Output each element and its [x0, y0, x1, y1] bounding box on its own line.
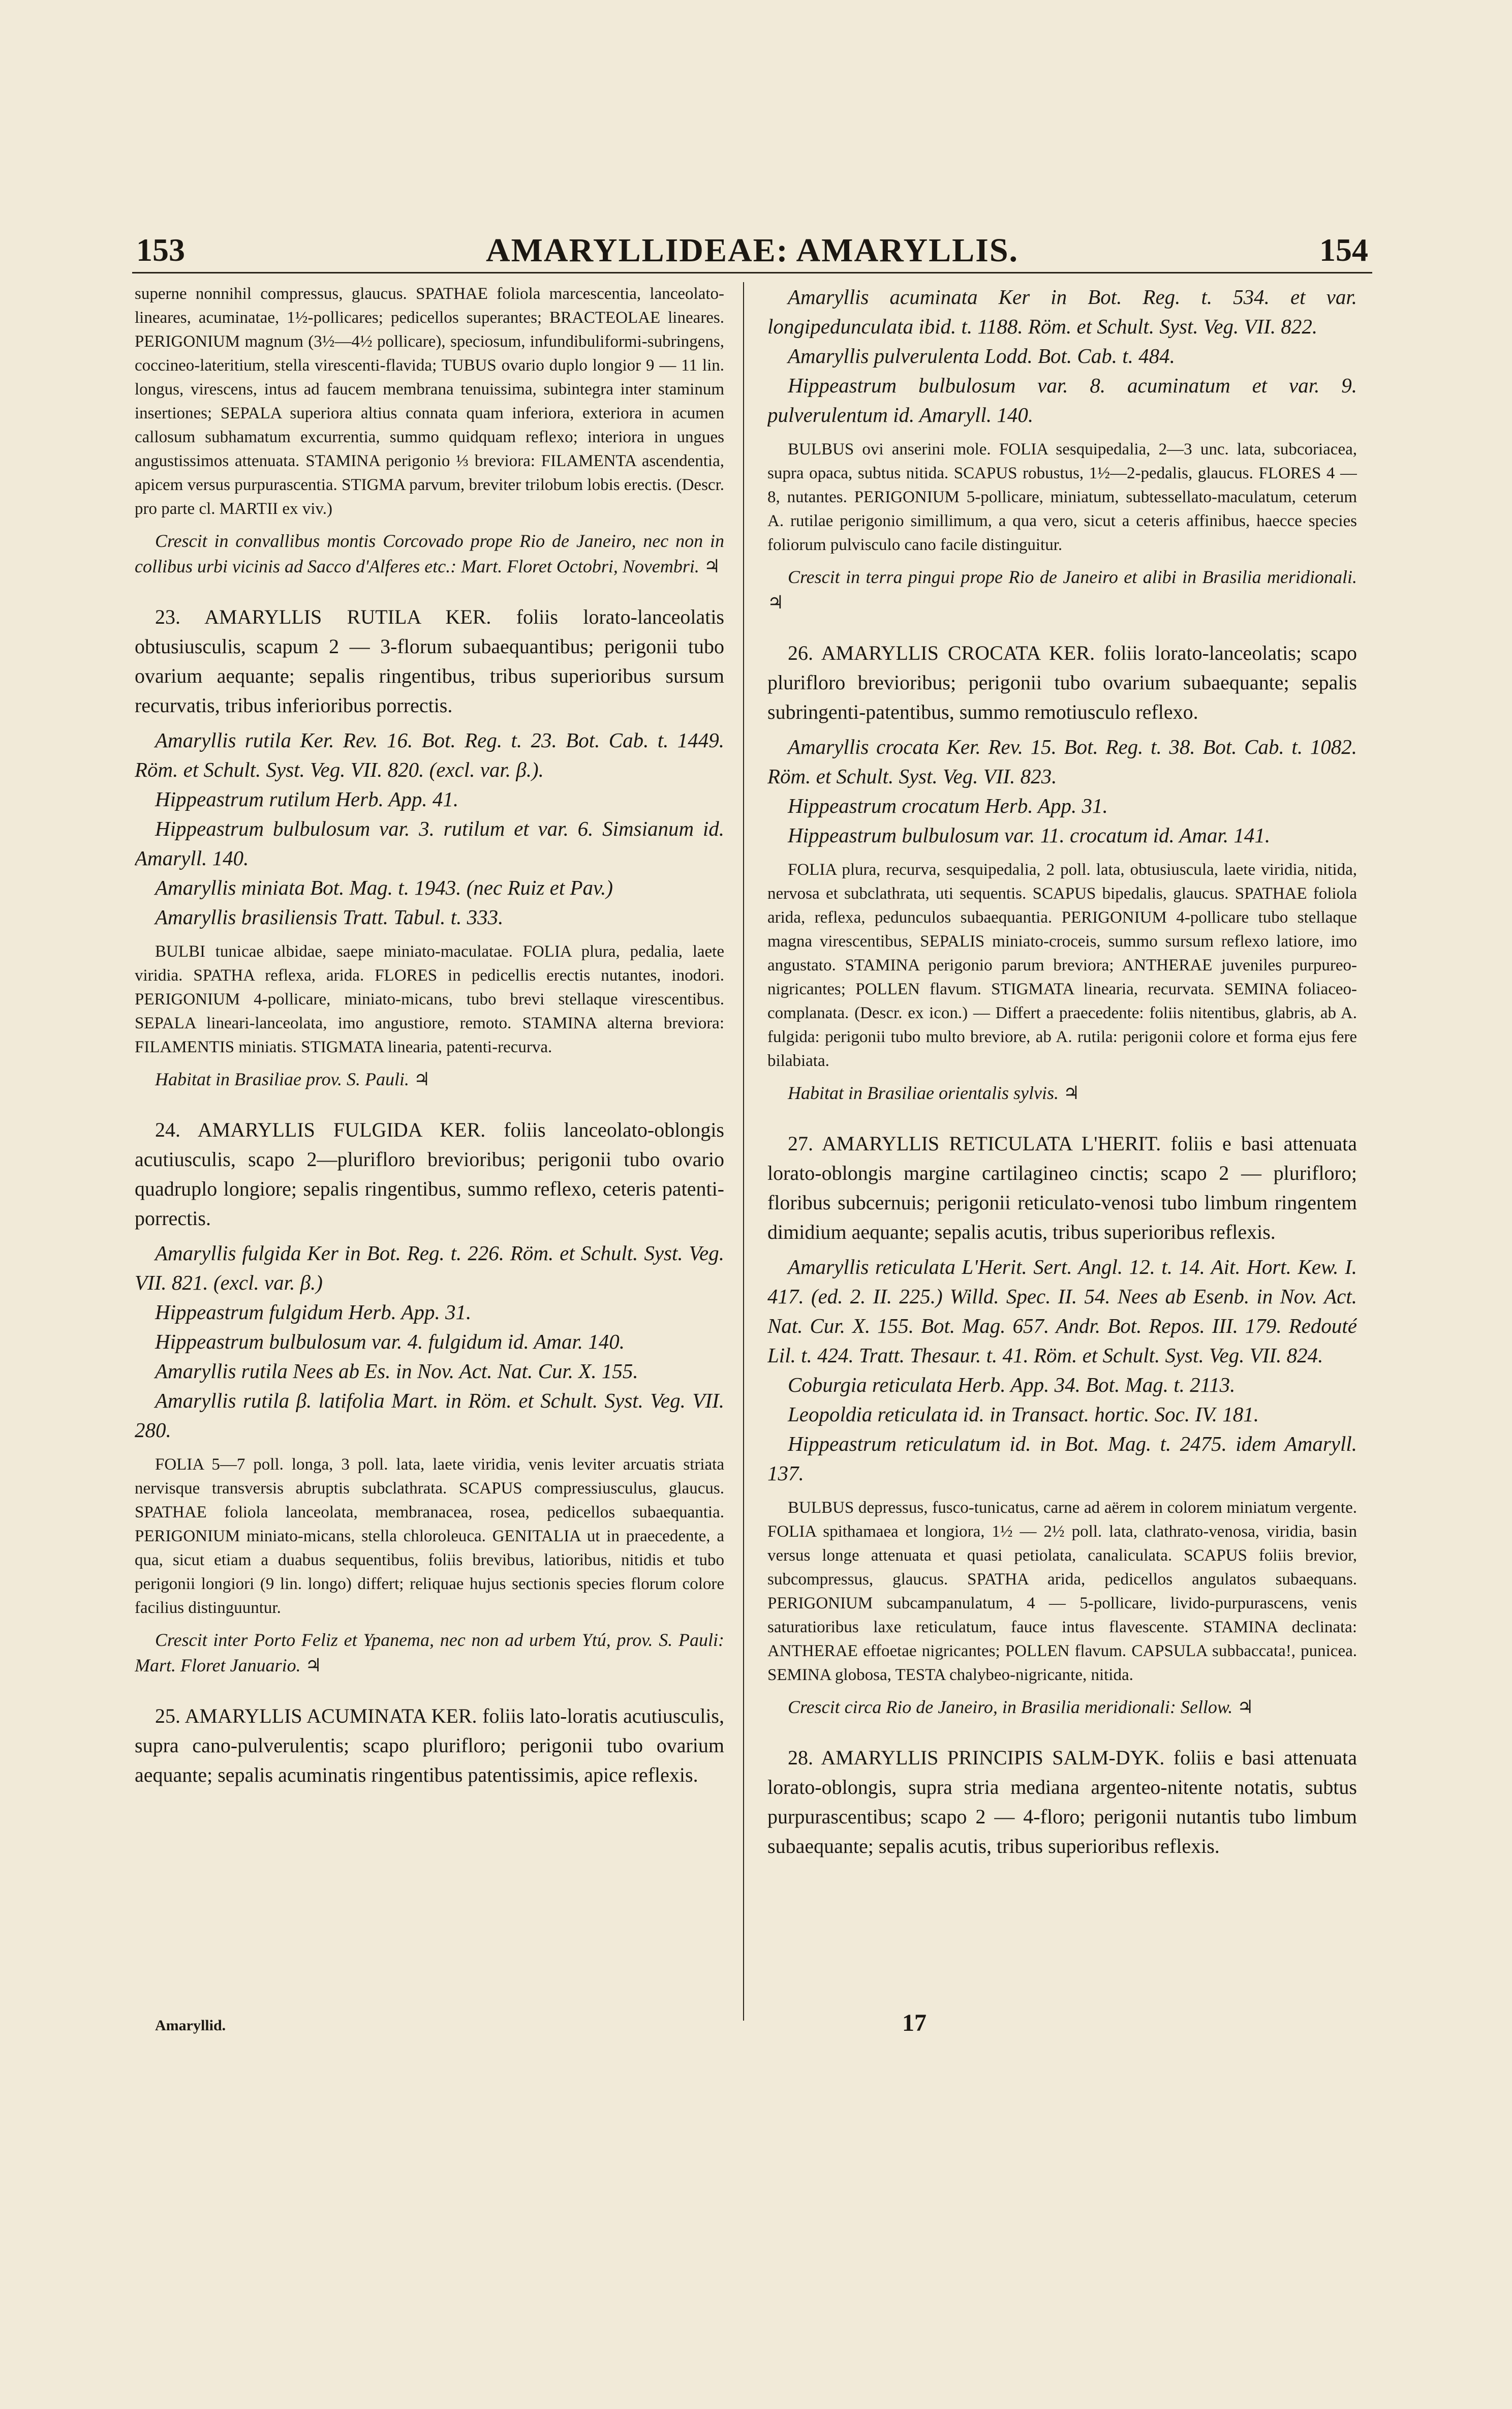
habitat-26: Habitat in Brasiliae orientalis sylvis. ♃: [788, 1083, 1080, 1103]
synonym: Hippeastrum rutilum Herb. App. 41.: [155, 787, 459, 811]
species-23-description: BULBI tunicae albidae, saepe miniato-maculatae. FOLIA plura, pedalia, laete viridia. SPATHA reflexa, arida. FLORES in pedicellis erectis nutantes, inodori. PERIGONIUM 4-pollicare, miniato-micans, tubo brevi stellaque virescentibus. SEPALA lineari-lanceolata, imo angustiore, remoto. STAMINA alterna breviora: FILAMENTIS miniatis. STIGMATA linearia, patenti-recurva.: [135, 942, 724, 1056]
synonym: Amaryllis pulverulenta Lodd. Bot. Cab. t. 484.: [788, 344, 1175, 368]
synonym: Amaryllis reticulata L'Herit. Sert. Angl. 12. t. 14. Ait. Hort. Kew. I. 417. (ed. 2. II. 225.) Willd. Spec. II. 54. Nees ab Esenb. in Nov. Act. Nat. Cur. X. 155. Bot. Mag. 657. Andr. Bot. Repos. III. 179. Redouté Lil. t. 424. Tratt. Thesaur. t. 41. Röm. et Schult. Syst. Veg. VII. 824.: [767, 1255, 1357, 1367]
habitat-27: Crescit circa Rio de Janeiro, in Brasilia meridionali: Sellow. ♃: [788, 1697, 1254, 1717]
synonym: Coburgia reticulata Herb. App. 34. Bot. Mag. t. 2113.: [788, 1373, 1236, 1396]
synonym: Amaryllis rutila Nees ab Es. in Nov. Act. Nat. Cur. X. 155.: [155, 1359, 638, 1383]
synonym: Hippeastrum bulbulosum var. 8. acuminatum et var. 9. pulverulentum id. Amaryll. 140.: [767, 374, 1357, 426]
synonym: Hippeastrum bulbulosum var. 3. rutilum et var. 6. Simsianum id. Amaryll. 140.: [135, 817, 724, 870]
synonym: Amaryllis acuminata Ker in Bot. Reg. t. 534. et var. longipedunculata ibid. t. 1188. Röm. et Schult. Syst. Veg. VII. 822.: [767, 285, 1357, 338]
species-25-diagnosis: 25. AMARYLLIS ACUMINATA KER. foliis lato-loratis acutiusculis, supra cano-pulverulentis; scapo plurifloro; perigonii tubo ovarium aequante; sepalis acuminatis ringentibus patentissimis, apice reflexis.: [135, 1704, 724, 1786]
page-header: [132, 231, 1372, 273]
synonym: Hippeastrum crocatum Herb. App. 31.: [788, 794, 1108, 817]
synonym: Amaryllis rutila Ker. Rev. 16. Bot. Reg. t. 23. Bot. Cab. t. 1449. Röm. et Schult. Syst. Veg. VII. 820. (excl. var. β.).: [135, 728, 724, 781]
column-divider: [743, 282, 744, 2021]
species-24-diagnosis: 24. AMARYLLIS FULGIDA KER. foliis lanceolato-oblongis acutiusculis, scapo 2—plurifloro brevioribus; perigonii tubo ovario quadruplo longiore; sepalis ringentibus, summo reflexo, ceteris patenti-porrectis.: [135, 1118, 724, 1230]
synonym: Amaryllis rutila β. latifolia Mart. in Röm. et Schult. Syst. Veg. VII. 280.: [135, 1389, 724, 1442]
habitat-23: Habitat in Brasiliae prov. S. Pauli. ♃: [155, 1069, 430, 1089]
signature-number: 17: [902, 2009, 927, 2036]
species-26-description: FOLIA plura, recurva, sesquipedalia, 2 poll. lata, obtusiuscula, laete viridia, nitida, nervosa et subclathrata, uti sequentis. SCAPUS bipedalis, glaucus. SPATHAE foliola arida, reflexa, pedunculos subaequantia. PERIGONIUM 4-pollicare tubo stellaque magna virescentibus, SEPALIS miniato-croceis, summo sursum reflexo latiore, imo angustato. STAMINA perigonio parum breviora; ANTHERAE juveniles purpureo-nigricantes; POLLEN flavum. STIGMATA linearia, recurvata. SEMINA foliaceo-complanata. (Descr. ex icon.) — Differt a praecedente: foliis nitentibus, glabris, ab A. fulgida: perigonii tubo multo breviore, ab A. rutila: perigonii colore et forma ejus fere bilabiata.: [767, 861, 1357, 1070]
continued-description: superne nonnihil compressus, glaucus. SPATHAE foliola marcescentia, lanceolato-lineares, acuminatae, 1½-pollicares; pedicellos superantes; BRACTEOLAE lineares. PERIGONIUM magnum (3½—4½ pollicare), speciosum, infundibuliformi-subringens, coccineo-lateritium, stella virescenti-flavida; TUBUS ovario duplo longior 9 — 11 lin. longus, virescens, intus ad faucem membrana tenuissima, subintegra inter staminum insertiones; SEPALA superiora altius connata quam inferiora, exteriora in acumen callosum subhamatum excurrentia, summo quidquam reflexo; interiora in ungues angustissimos attenuata. STAMINA perigonio ⅓ breviora: FILAMENTA ascendentia, apicem versus purpurascentia. STIGMA parvum, breviter trilobum lobis erectis. (Descr. pro parte cl. MARTII ex viv.): [135, 285, 724, 518]
species-27-description: BULBUS depressus, fusco-tunicatus, carne ad aërem in colorem miniatum vergente. FOLIA spithamaea et longiora, 1½ — 2½ poll. lata, clathrato-venosa, viridia, basin versus longe attenuata et quasi petiolata, canaliculata. SCAPUS foliis brevior, subcompressus, glaucus. SPATHA arida, pedicellos angulatos subaequans. PERIGONIUM subcampanulatum, 4 — 5-pollicare, livido-purpurascens, venis saturatioribus laxe reticulatum, fauce intus flavescente. STAMINA declinata: ANTHERAE effoetae nigricantes; POLLEN flavum. CAPSULA subbaccata!, punicea. SEMINA globosa, TESTA chalybeo-nigricante, nitida.: [767, 1499, 1357, 1684]
habitat-22: Crescit in convallibus montis Corcovado prope Rio de Janeiro, nec non in collibus urbi vicinis ad Sacco d'Alferes etc.: Mart. Floret Octobri, Novembri. ♃: [135, 531, 724, 576]
species-26-diagnosis: 26. AMARYLLIS CROCATA KER. foliis lorato-lanceolatis; scapo plurifloro brevioribus; perigonii tubo ovarium subaequante; sepalis subringenti-patentibus, summo remotiusculo reflexo.: [767, 642, 1357, 723]
synonym: Amaryllis crocata Ker. Rev. 15. Bot. Reg. t. 38. Bot. Cab. t. 1082. Röm. et Schult. Syst. Veg. VII. 823.: [767, 735, 1357, 788]
species-25-description: BULBUS ovi anserini mole. FOLIA sesquipedalia, 2—3 unc. lata, subcoriacea, supra opaca, subtus nitida. SCAPUS robustus, 1½—2-pedalis, glaucus. FLORES 4 — 8, nutantes. PERIGONIUM 5-pollicare, miniatum, subtessellato-maculatum, ceterum A. rutilae perigonio simillimum, a qua vero, sicut a ceteris affinibus, haecce species foliorum pulvisculo cano facile distinguitur.: [767, 440, 1357, 554]
species-27-diagnosis: 27. AMARYLLIS RETICULATA L'HERIT. foliis e basi attenuata lorato-oblongis margine cartilagineo cinctis; scapo 2 — plurifloro; floribus subcernuis; perigonii reticulato-venosi tubo limbum ringentem dimidium aequante; sepalis acutis, tribus superioribus reflexis.: [767, 1132, 1357, 1243]
synonym: Hippeastrum bulbulosum var. 11. crocatum id. Amar. 141.: [788, 824, 1271, 847]
right-column: [767, 282, 1357, 2046]
signature-mark: Amaryllid.: [155, 2017, 226, 2034]
page-number-left: 153: [136, 232, 185, 268]
left-column: [135, 282, 724, 2046]
synonym: Leopoldia reticulata id. in Transact. hortic. Soc. IV. 181.: [788, 1402, 1259, 1426]
species-28-diagnosis: 28. AMARYLLIS PRINCIPIS SALM-DYK. foliis e basi attenuata lorato-oblongis, supra stria mediana argenteo-nitente notatis, subtus purpurascentibus; scapo 2 — 4-floro; perigonii nutantis tubo limbum subaequante; sepalis acutis, tribus superioribus reflexis.: [767, 1746, 1357, 1857]
habitat-24: Crescit inter Porto Feliz et Ypanema, nec non ad urbem Ytú, prov. S. Pauli: Mart. Floret Januario. ♃: [135, 1630, 724, 1675]
page-number-right: 154: [1319, 232, 1368, 268]
synonym: Amaryllis miniata Bot. Mag. t. 1943. (nec Ruiz et Pav.): [155, 876, 613, 899]
synonym: Amaryllis fulgida Ker in Bot. Reg. t. 226. Röm. et Schult. Syst. Veg. VII. 821. (excl. var. β.): [135, 1241, 724, 1294]
synonym: Hippeastrum fulgidum Herb. App. 31.: [155, 1300, 472, 1324]
synonym: Hippeastrum bulbulosum var. 4. fulgidum id. Amar. 140.: [155, 1330, 625, 1353]
synonym: Amaryllis brasiliensis Tratt. Tabul. t. 333.: [155, 905, 504, 929]
species-23-diagnosis: 23. AMARYLLIS RUTILA KER. foliis lorato-lanceolatis obtusiusculis, scapum 2 — 3-florum subaequantibus; perigonii tubo ovarium aequante; sepalis ringentibus, tribus superioribus sursum recurvatis, tribus inferioribus porrectis.: [135, 605, 724, 717]
running-title: AMARYLLIDEAE: AMARYLLIS.: [485, 232, 1019, 269]
habitat-25: Crescit in terra pingui prope Rio de Janeiro et alibi in Brasilia meridionali. ♃: [767, 567, 1357, 613]
species-24-description: FOLIA 5—7 poll. longa, 3 poll. lata, laete viridia, venis leviter arcuatis striata nervisque transversis abruptis subclathrata. SCAPUS compressiusculus, glaucus. SPATHAE foliola lanceolata, membranacea, rosea, pedicellos subaequantia. PERIGONIUM miniato-micans, stella chloroleuca. GENITALIA ut in praecedente, a qua, sicut etiam a duabus sequentibus, foliis brevibus, latioribus, nitidis et tubo perigonii longiori (9 lin. longo) differt; reliquae hujus sectionis species florum colore facilius distinguuntur.: [135, 1455, 724, 1617]
synonym: Hippeastrum reticulatum id. in Bot. Mag. t. 2475. idem Amaryll. 137.: [767, 1432, 1357, 1485]
